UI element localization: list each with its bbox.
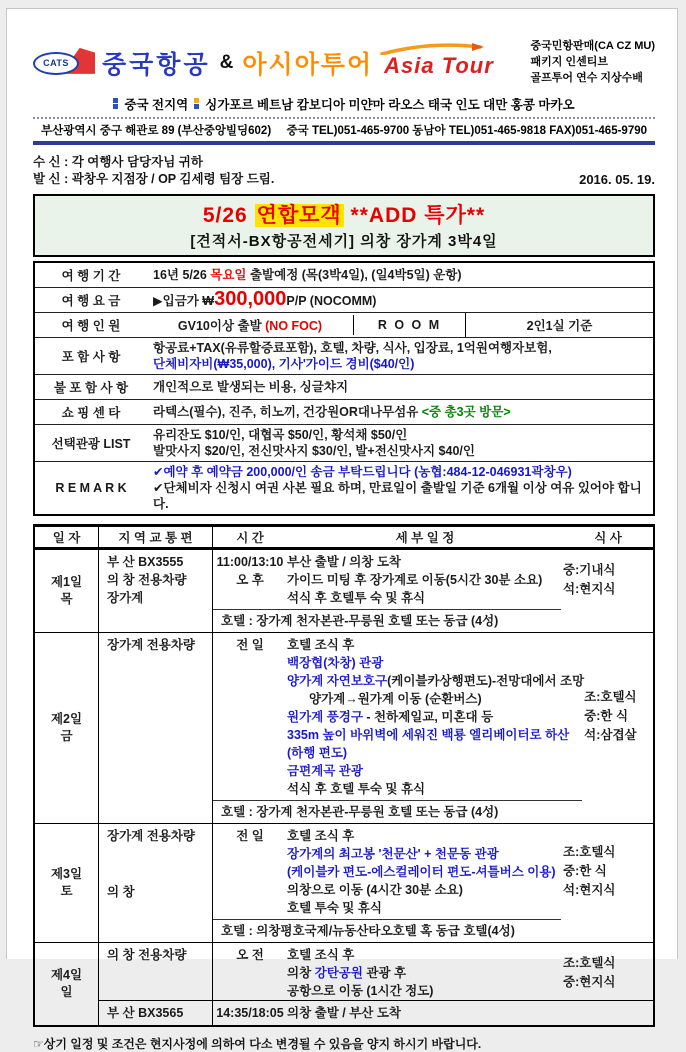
- hotel-line: 호텔 : 장가계 천자본관-무릉원 호텔 또는 동급 (4성): [213, 609, 561, 632]
- price-amount: 300,000: [214, 287, 287, 310]
- itinerary-day-3: [35, 823, 653, 942]
- blue-square-bullet-icon: [113, 98, 118, 109]
- meal-cell: 조:호텔식 중:현지식: [563, 955, 616, 989]
- optional-line-1: 유리잔도 $10/인, 대협곡 $50/인, 황석채 $50/인: [153, 427, 408, 442]
- col-detail: 세 부 일 정: [395, 530, 455, 545]
- memo-date: 2016. 05. 19.: [579, 171, 655, 187]
- row-pax: 여 행 인 원 GV10이상 출발 (NO FOC) R O O M 2인1실 기준: [35, 312, 653, 337]
- included-line-2: 단체비자비(₩35,000), 기사'가이드 경비($40/인): [153, 356, 415, 371]
- street-address: 부산광역시 중구 해관로 89 (부산중앙빌딩602): [41, 124, 272, 137]
- remark-line-1: ✔예약 후 예약금 200,000/인 송금 부탁드립니다 (농협:484-12-046931곽창우): [153, 464, 572, 479]
- destination-regions: [33, 95, 655, 113]
- itinerary-day-2: [35, 632, 653, 823]
- blue-rule: [33, 141, 655, 145]
- return-flight-row: 부 산 BX3565 14:35/18:05 의창 출발 / 부산 도착: [99, 1000, 653, 1025]
- row-shopping: 쇼 핑 센 타 라텍스(필수), 진주, 히노끼, 건강원OR대나무섬유 <중 총3곳 방문>: [35, 399, 653, 424]
- orange-square-bullet-icon: [194, 98, 199, 109]
- room-header: R O O M: [353, 315, 465, 335]
- highlighted-title-word: 연합모객: [256, 203, 342, 227]
- business-line-1: 중국민항판매(CA CZ MU): [530, 40, 655, 52]
- day-cell: 제1일 목: [35, 550, 99, 632]
- meal-cell: 중:기내식 석:현지식: [563, 562, 616, 596]
- schedule-lines: 오 전 호텔 조식 후 의창 강탄공원 관광 후 공항으로 이동 (1시간 정도): [236, 947, 434, 998]
- region-cell: 부 산 BX3555 의 창 전용차량 장가계: [99, 550, 213, 632]
- row-excluded: [35, 374, 653, 399]
- offer-subtitle: [견적서-BX항공전세기] 의창 장가계 3박4일: [190, 232, 498, 250]
- memo-to: 수 신 : 각 여행사 담당자님 귀하: [33, 154, 203, 169]
- day-cell: 제4일 일: [35, 943, 99, 1025]
- region-cell: 부 산 BX3565: [99, 1001, 213, 1025]
- row-label: 여 행 인 원: [61, 318, 121, 333]
- dotted-divider: [33, 117, 655, 119]
- remark-line-2: ✔단체비자 신청시 여권 사본 필요 하며, 만료일이 출발일 기준 6개월 이상 여유 있어야 합니다.: [153, 480, 642, 511]
- day-cell: 제3일 토: [35, 824, 99, 942]
- phone-numbers: 중국 TEL)051-465-9700 동남아 TEL)051-465-9818 FAX)051-465-9790: [286, 124, 647, 137]
- row-label: 쇼 핑 센 타: [61, 405, 121, 420]
- itinerary-day-1: [35, 549, 653, 632]
- itinerary-table: [33, 524, 655, 1027]
- itinerary-day-4: [35, 942, 653, 1025]
- row-label: 불 포 함 사 항: [53, 380, 129, 395]
- row-included: [35, 337, 653, 374]
- address-line: [33, 122, 655, 138]
- col-meal: 식 사: [594, 530, 622, 545]
- col-time: 시 간: [236, 530, 264, 545]
- tour-info-table: [33, 261, 655, 516]
- row-remark: [35, 461, 653, 514]
- shopping-visit-note: <중 총3곳 방문>: [421, 404, 511, 419]
- excluded-line: 개인적으로 발생되는 비용, 싱글챠지: [153, 379, 349, 394]
- offer-title-box: [33, 194, 655, 257]
- footnote: ☞상기 일정 및 조건은 현지사정에 의하여 다소 변경될 수 있음을 양지 하시기 바랍니다.: [33, 1036, 482, 1051]
- business-lines: [531, 39, 655, 87]
- row-label: 포 함 사 항: [61, 349, 121, 364]
- row-label: 여 행 요 금: [61, 293, 121, 308]
- departure-weekday: 목요일: [210, 267, 247, 282]
- fax-page: [6, 8, 678, 1051]
- region-cell: 장가계 전용차량 의 창: [99, 824, 213, 942]
- row-label: R E M A R K: [55, 480, 127, 495]
- col-day: 일 자: [35, 527, 99, 547]
- schedule-lines: 전 일 호텔 조식 후 장가계의 최고봉 '천문산' + 천문동 관광 (케이블카 편도-에스컬레이터 편도-셔틀버스 이용) 의창으로 이동 (4시간 30분 소요) 호텔 투숙 및 휴식: [236, 828, 556, 915]
- schedule-lines: 전 일 호텔 조식 후 백장협(차창) 관광 양가계 자연보호구(케이블카상행편도)-전망대에서 조망 양가계→원가계 이동 (순환버스) 원가계 풍경구 - 천하제일교, 미혼대 등 335m 높이 바위벽에 세워진 백룡 엘리베이터로 하산 (하행 편도) 금편계곡 관광 석식 후 호텔 투숙 및 휴식: [236, 637, 585, 796]
- region-cell: 의 창 전용차량: [99, 943, 213, 1000]
- business-line-3: 골프투어 연수 지상수배: [530, 71, 643, 84]
- brand-asia-tour-kr: 아시아투어: [242, 50, 374, 79]
- meal-cell: 조:호텔식 중:한 식 석:삼겹살: [584, 690, 637, 743]
- offer-title: 5/26 연합모객 **ADD 특가**: [202, 203, 486, 227]
- memo-from: 발 신 : 곽창우 지점장 / OP 김세령 팀장 드림.: [33, 171, 275, 186]
- optional-line-2: 발맛사지 $20/인, 전신맛사지 $30/인, 발+전신맛사지 $40/인: [153, 443, 475, 458]
- region-china: 중국 전지역: [124, 97, 189, 112]
- hotel-line: 호텔 : 장가계 천자본관-무릉원 호텔 또는 동급 (4성): [213, 800, 582, 823]
- cats-airline-logo-icon: [33, 48, 95, 78]
- business-line-2: 패키지 인센티브: [530, 55, 608, 68]
- ampersand: &: [219, 51, 234, 73]
- day-cell: 제2일 금: [35, 633, 99, 823]
- region-sea: 싱가포르 베트남 캄보디아 미얀마 라오스 태국 인도 대만 홍콩 마카오: [205, 97, 575, 112]
- no-foc-note: (NO FOC): [265, 318, 323, 333]
- included-line-1: 항공료+TAX(유류할증료포함), 호텔, 차량, 식사, 입장료, 1억원여행자보험,: [153, 340, 552, 355]
- hotel-line: 호텔 : 의창평호국제/뉴동산타오호텔 혹 동급 호텔(4성): [213, 919, 561, 942]
- row-label: 선택관광 LIST: [51, 436, 131, 451]
- row-optional-tours: [35, 424, 653, 461]
- company-logos: [33, 45, 494, 81]
- region-cell: 장가계 전용차량: [99, 633, 213, 823]
- letterhead: [33, 39, 655, 87]
- memo-block: [33, 154, 655, 188]
- row-label: 여 행 기 간: [61, 268, 121, 283]
- orange-swoosh-icon: [380, 43, 485, 55]
- brand-china-airlines: 중국항공: [102, 50, 211, 79]
- row-price: 여 행 요 금 ▶입금가 ₩300,000P/P (NOCOMM): [35, 287, 653, 312]
- row-period: 여 행 기 간 16년 5/26 목요일 출발예정 (목(3박4일), (일4박5일) 운항): [35, 263, 653, 287]
- cats-oval-badge: CATS: [33, 52, 79, 75]
- schedule-lines: 11:00/13:10 부산 출발 / 의창 도착 오 후 가이드 미팅 후 장가계로 이동(5시간 30분 소요) 석식 후 호텔투 숙 및 휴식: [216, 554, 543, 605]
- room-basis: 2인1실 기준: [465, 313, 653, 337]
- brand-asia-tour-en: Asia Tour: [384, 47, 494, 79]
- col-region: 지 역 교 통 편: [99, 527, 213, 547]
- itinerary-header: [35, 527, 653, 549]
- meal-cell: 조:호텔식 중:한 식 석:현지식: [563, 845, 616, 898]
